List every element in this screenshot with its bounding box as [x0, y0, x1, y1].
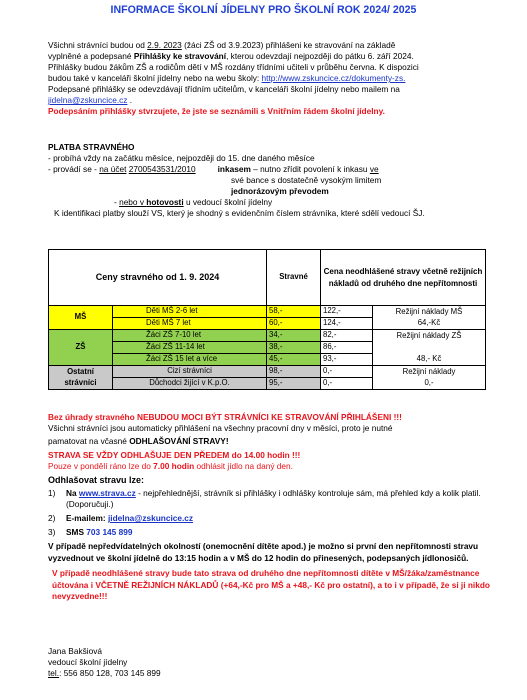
row-cost: 93,- [321, 354, 373, 366]
table-row [49, 354, 486, 366]
category-ms: MŠ [49, 306, 113, 330]
direct-debit-label: inkasem [217, 164, 251, 175]
intro-line-3: Přihlášky budou žákům ZŠ a rodičům dětí v MŠ rozdány třídními učiteli v průběhu června. K dispozici [48, 62, 419, 73]
table-row [49, 330, 486, 342]
ms-overhead-label: Režijní náklady MŠ [373, 306, 486, 318]
category-other: Ostatní strávníci [49, 366, 113, 390]
signature-phone: tel.: 556 850 128, 703 145 899 [48, 668, 161, 679]
row-cost: 0,- [321, 366, 373, 378]
list-item: 2) E-mailem: jidelna@zskuncice.cz [48, 513, 194, 524]
payment-required-warning: Bez úhrady stravného NEBUDOU MOCI BÝT STRÁVNÍCI KE STRAVOVÁNÍ PŘIHLÁŠENI !!! [48, 412, 402, 422]
table-row [49, 318, 486, 330]
cancellation-reminder: pamatovat na včasné ODHLAŠOVÁNÍ STRAVY! [48, 436, 229, 447]
cancel-email-link[interactable]: jidelna@zskuncice.cz [107, 513, 194, 524]
intro-line-4: budou také v kanceláři školní jídelny nebo na webu školy: http://www.zskuncice.cz/dokumenty-zs. [48, 73, 406, 84]
strava-link[interactable]: www.strava.cz [78, 488, 136, 499]
intro-line-5: Podepsané přihlášky se odevzdávají třídním učitelům, v kanceláři školní jídelny nebo mailem na [48, 84, 400, 95]
email-link[interactable]: jidelna@zskuncice.cz [48, 95, 128, 106]
bank-account: 2700543531/2010 [128, 164, 196, 175]
cancel-methods-list [48, 488, 500, 538]
row-cost: 82,- [321, 330, 373, 342]
row-price: 95,- [267, 378, 321, 390]
cancel-deadline: STRAVA SE VŽDY ODHLAŠUJE DEN PŘEDEM do 14.00 hodin !!! [48, 450, 301, 461]
row-price: 58,- [267, 306, 321, 318]
header-meal-price: Stravné [267, 250, 321, 306]
ms-overhead-value: 64,-Kč [373, 318, 486, 330]
page-title: INFORMACE ŠKOLNÍ JÍDELNY PRO ŠKOLNÍ ROK 2024/ 2025 [110, 4, 417, 16]
row-price: 34,- [267, 330, 321, 342]
header-prices-from: Ceny stravného od 1. 9. 2024 [49, 250, 267, 306]
row-desc: Děti MŠ 7 let [113, 318, 267, 330]
zs-overhead-label: Režijní náklady ZŠ [373, 330, 486, 342]
row-desc: Žáci ZŠ 11-14 let [113, 342, 267, 354]
list-item: 3) SMS 703 145 899 [48, 527, 133, 538]
sms-number: 703 145 899 [86, 527, 133, 538]
row-price: 45,- [267, 354, 321, 366]
row-desc: Cizí strávníci [113, 366, 267, 378]
signature-consent-note: Podepsáním přihlášky stvrzujete, že jste se seznámili s Vnitřním řádem školní jídelny. [48, 106, 385, 117]
row-cost: 122,- [321, 306, 373, 318]
form-name: Přihlášky ke stravování [133, 51, 227, 62]
signature-role: vedoucí školní jídelny [48, 657, 128, 668]
header-unregistered-cost: Cena neodhlášené stravy včetně režijních nákladů od druhého dne nepřítomnosti [321, 250, 486, 306]
row-price: 98,- [267, 366, 321, 378]
monday-exception: Pouze v pondělí ráno lze do 7.00 hodin odhlásit jídlo na daný den. [48, 461, 293, 472]
signature-block [48, 646, 500, 679]
category-zs: ZŠ [49, 330, 113, 366]
list-item: 1) Na www.strava.cz - nejpřehlednější, strávník si přihlášky i odhlášky kontroluje sám, má přehled kdy a kolik platil. (Doporučuji.) [48, 488, 481, 510]
row-price: 38,- [267, 342, 321, 354]
payment-line-5: - nebo v hotovosti u vedoucí školní jídelny [114, 197, 273, 208]
table-row [49, 342, 486, 354]
payment-line-3: své bance s dostatečně vysokým limitem [231, 175, 382, 186]
table-row [49, 378, 486, 390]
table-header-row [49, 250, 486, 306]
row-desc: Důchodci žijící v K.p.O. [113, 378, 267, 390]
row-cost: 86,- [321, 342, 373, 354]
payment-one-time-transfer: jednorázovým převodem [231, 186, 329, 197]
intro-line-6: jidelna@zskuncice.cz . [48, 95, 133, 106]
payment-section [48, 142, 500, 219]
row-desc: Děti MŠ 2-6 let [113, 306, 267, 318]
payment-line-1: - probíhá vždy na začátku měsíce, nejpozději do 15. dne daného měsíce [48, 153, 315, 164]
row-desc: Žáci ZŠ 7-10 let [113, 330, 267, 342]
payment-heading: PLATBA STRAVNÉHO [48, 142, 135, 152]
intro-section [48, 40, 500, 117]
row-cost: 124,- [321, 318, 373, 330]
row-cost: 0,- [321, 378, 373, 390]
payment-line-6: K identifikaci platby slouží VS, který je shodný s evidenčním číslem strávníka, které sdělí vedoucí ŠJ. [54, 208, 425, 219]
other-overhead-value: 0,- [373, 378, 486, 390]
other-overhead-label: Režijní náklady [373, 366, 486, 378]
intro-line-1: Všichni strávníci budou od 2.9. 2023 (žáci ZŠ od 3.9.2023) přihlášeni ke stravování na základě [48, 40, 396, 50]
intro-line-2: vyplněné a podepsané Přihlášky ke stravování, kterou odevzdají nejpozději do pátku 6. září 2024. [48, 51, 414, 62]
documents-link[interactable]: http://www.zskuncice.cz/dokumenty-zs. [261, 73, 406, 84]
zs-overhead-value: 48,- Kč [373, 354, 486, 366]
start-date: 2.9. 2023 [147, 40, 182, 50]
signature-name: Jana Bakšiová [48, 646, 102, 656]
payment-line-2: - provádí se - na účet 2700543531/2010 inkasem – nutno zřídit povolení k inkasu ve [48, 164, 379, 175]
rules-section [48, 412, 500, 603]
zs-overhead-spacer [373, 342, 486, 354]
auto-registration-note: Všichni strávníci jsou automaticky přihlášení na všechny pracovní dny v měsíci, proto je nutné [48, 423, 393, 434]
row-desc: Žáci ZŠ 15 let a více [113, 354, 267, 366]
row-price: 60,- [267, 318, 321, 330]
illness-note: V případě nepředvídatelných okolností (onemocnění dítěte apod.) je možno si první den nepřítomnosti stravu vyzvednout ve školní jídelně do 13:15 hodin a v MŠ do 12 hodin do přinesených, podepsaných jídlonosičů. [48, 541, 479, 564]
price-table [48, 249, 486, 390]
unregistered-meal-warning: V případě neodhlášené stravy bude tato strava od druhého dne nepřítomnosti dítěte v MŠ/žáka/zaměstnance účtována i VČETNĚ REŽIJNÍCH NÁKLADŮ (+64,-Kč pro MŠ a +48,- Kč pro ostatní), a to i v případě, že si ji nikdo nevyzvedne!!! [52, 567, 490, 602]
table-row [49, 366, 486, 378]
cancel-methods-heading: Odhlašovat stravu lze: [48, 475, 145, 486]
table-row [49, 306, 486, 318]
